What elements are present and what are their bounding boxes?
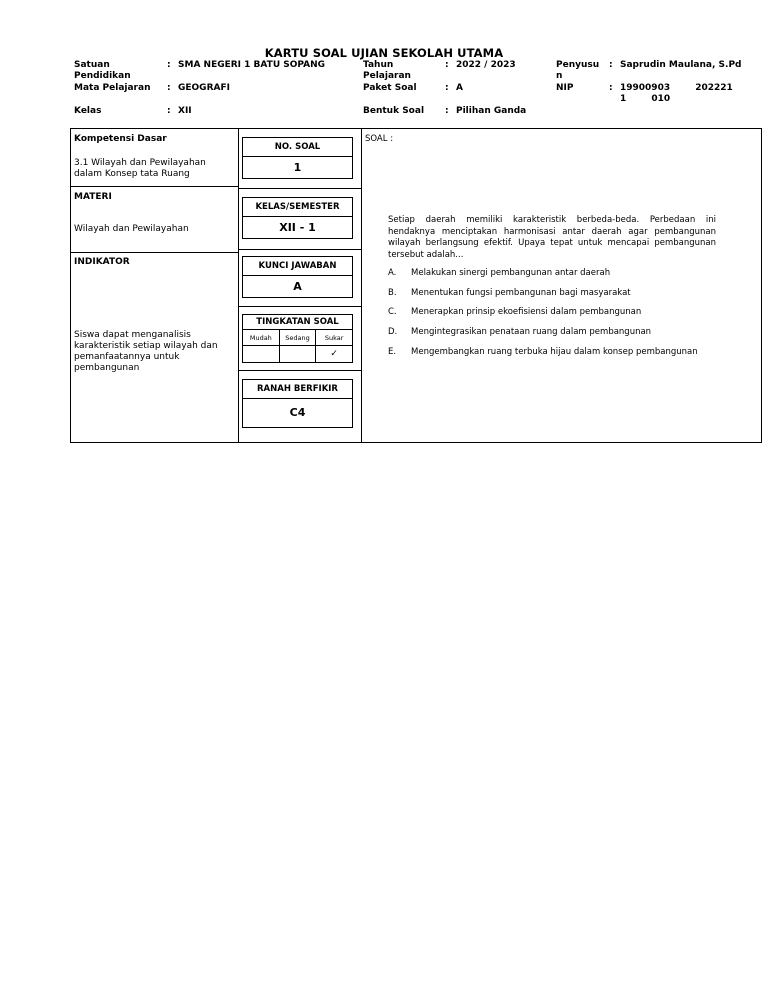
sedang-label: Sedang [280, 330, 317, 345]
colon: : [609, 83, 613, 93]
colon: : [167, 106, 171, 116]
tahun-value: 2022 / 2023 [456, 60, 516, 70]
materi-label: MATERI [74, 192, 112, 202]
kelas-semester-value: XII - 1 [279, 221, 316, 234]
kunci-jawaban-label: KUNCI JAWABAN [243, 257, 352, 276]
paket-label: Paket Soal [363, 83, 417, 93]
satuan-label: Satuan Pendidikan [74, 60, 131, 81]
indikator-label: INDIKATOR [74, 257, 130, 267]
soal-column [362, 129, 762, 442]
info-column [238, 129, 361, 442]
sukar-label: Sukar [324, 334, 344, 342]
kelas-semester-box [242, 197, 353, 239]
nip-value: 19900903 202221 1 010 [620, 83, 733, 104]
option-text: Menerapkan prinsip ekoefisiensi dalam pembangunan [411, 307, 642, 317]
option-a [388, 268, 718, 279]
check-icon: ✓ [330, 349, 338, 359]
ranah-berfikir-label: RANAH BERFIKIR [243, 380, 352, 399]
no-soal-box [242, 137, 353, 179]
option-letter: B. [388, 288, 397, 298]
colon: : [167, 60, 171, 70]
ranah-berfikir-value: C4 [289, 406, 306, 419]
option-text: Mengintegrasikan penataan ruang dalam pembangunan [411, 327, 652, 337]
option-text: Mengembangkan ruang terbuka hijau dalam konsep pembangunan [411, 347, 698, 357]
mudah-label: Mudah [243, 330, 280, 345]
colon: : [167, 83, 171, 93]
option-letter: D. [388, 327, 398, 337]
question-card [70, 128, 762, 443]
paket-value: A [456, 83, 463, 93]
satuan-value: SMA NEGERI 1 BATU SOPANG [178, 60, 326, 70]
colon: : [609, 60, 613, 70]
option-letter: A. [388, 268, 397, 278]
kelas-semester-label: KELAS/SEMESTER [243, 198, 352, 217]
colon: : [445, 106, 449, 116]
tingkatan-soal-box [242, 314, 353, 363]
row-divider [71, 252, 238, 253]
page-title: KARTU SOAL UJIAN SEKOLAH UTAMA [264, 46, 504, 60]
option-e [388, 347, 718, 358]
row-divider [71, 186, 238, 187]
indikator-value: Siswa dapat menganalisis karakteristik setiap wilayah dan pemanfaatannya untuk pembangunan [74, 330, 218, 373]
option-letter: E. [388, 347, 397, 357]
kd-value: 3.1 Wilayah dan Pewilayahan dalam Konsep tata Ruang [74, 158, 206, 179]
nip-label: NIP [556, 83, 574, 93]
materi-value: Wilayah dan Pewilayahan [74, 224, 189, 234]
mapel-label: Mata Pelajaran [74, 83, 151, 93]
option-b [388, 288, 718, 299]
kunci-jawaban-box [242, 256, 353, 298]
option-text: Menentukan fungsi pembangunan bagi masyarakat [411, 288, 631, 298]
kelas-value: XII [178, 106, 192, 116]
bentuk-value: Pilihan Ganda [456, 106, 527, 116]
no-soal-value: 1 [293, 161, 302, 174]
kd-label: Kompetensi Dasar [74, 134, 167, 144]
mapel-value: GEOGRAFI [178, 83, 230, 93]
option-text: Melakukan sinergi pembangunan antar daerah [411, 268, 611, 278]
kunci-jawaban-value: A [293, 280, 302, 293]
penyusun-label: Penyusu n [556, 60, 600, 81]
soal-label: SOAL : [365, 134, 394, 144]
colon: : [445, 83, 449, 93]
tahun-label: Tahun Pelajaran [363, 60, 411, 81]
no-soal-label: NO. SOAL [243, 138, 352, 157]
option-c [388, 307, 718, 318]
sedang-cell [280, 346, 317, 362]
penyusun-value: Saprudin Maulana, S.Pd [620, 60, 742, 70]
ranah-berfikir-box [242, 379, 353, 428]
option-letter: C. [388, 307, 397, 317]
soal-text: Setiap daerah memiliki karakteristik berbeda-beda. Perbedaan ini hendaknya menciptakan harmonisasi antar daerah agar pembangunan wilayah berlangsung efektif. Upaya tepat untuk mencapai pembangunan tersebut adalah... [388, 215, 716, 260]
option-d [388, 327, 718, 338]
mudah-cell [243, 346, 280, 362]
kelas-label: Kelas [74, 106, 102, 116]
tingkatan-soal-label: TINGKATAN SOAL [243, 315, 352, 330]
colon: : [445, 60, 449, 70]
bentuk-label: Bentuk Soal [363, 106, 425, 116]
